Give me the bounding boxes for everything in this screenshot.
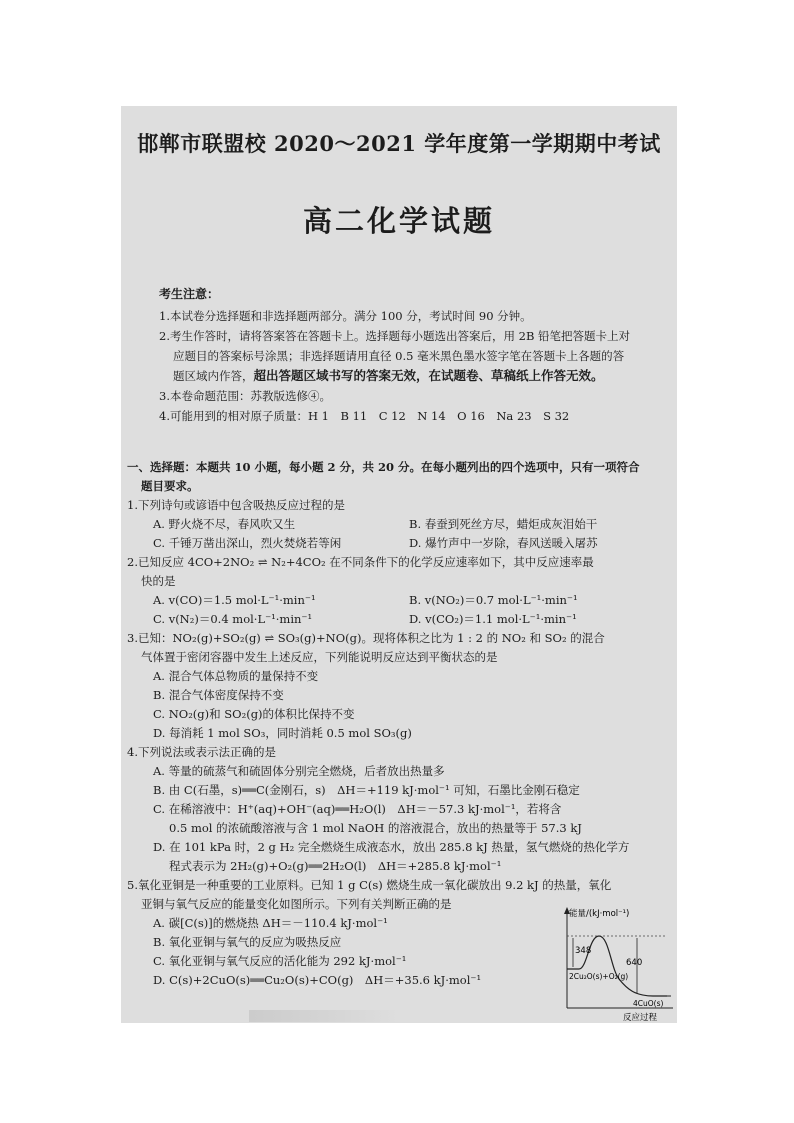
notice-item-2-cont-2: 题区域内作答，超出答题区域书写的答案无效，在试题卷、草稿纸上作答无效。 bbox=[173, 368, 604, 383]
question-2-option-a: A. v(CO)＝1.5 mol·L⁻¹·min⁻¹ bbox=[153, 593, 316, 607]
notice-heading: 考生注意： bbox=[159, 287, 220, 301]
section-heading: 一、选择题：本题共 10 小题，每小题 2 分，共 20 分。在每小题列出的四个选项中，只有一项符合 题目要求。 bbox=[127, 460, 640, 493]
question-4-option-b: B. 由 C(石墨，s)══C(金刚石，s) ΔH＝+119 kJ·mol⁻¹ 可知，石墨比金刚石稳定 bbox=[153, 783, 580, 797]
question-5-option-b: B. 氧化亚铜与氧气的反应为吸热反应 bbox=[153, 935, 342, 949]
energy-diagram bbox=[553, 904, 677, 1023]
question-4-option-a: A. 等量的硫蒸气和硫固体分别完全燃烧，后者放出热量多 bbox=[153, 764, 445, 778]
question-4-option-c-cont: 0.5 mol 的浓硫酸溶液与含 1 mol NaOH 的溶液混合，放出的热量等于 57.3 kJ bbox=[169, 821, 582, 835]
question-3-option-a: A. 混合气体总物质的量保持不变 bbox=[153, 669, 319, 683]
question-4-option-d-cont: 程式表示为 2H₂(g)+O₂(g)══2H₂O(l) ΔH＝+285.8 kJ·mol⁻¹ bbox=[169, 859, 502, 873]
question-2-stem: 2.已知反应 4CO+2NO₂ ⇌ N₂+4CO₂ 在不同条件下的化学反应速率如下，其中反应速率最 bbox=[127, 555, 594, 569]
exam-title: 邯郸市联盟校 2020～2021 学年度第一学期期中考试 bbox=[137, 131, 661, 156]
product-label: 4CuO(s) bbox=[633, 999, 664, 1008]
exam-subject-title: 高二化学试题 bbox=[302, 204, 495, 238]
energy-axis-label: 能量/(kJ·mol⁻¹) bbox=[569, 909, 630, 919]
question-4-stem: 4.下列说法或表示法正确的是 bbox=[127, 745, 276, 759]
notice-item-3: 3.本卷命题范围：苏教版选修④。 bbox=[159, 389, 331, 403]
reactant-label: 2Cu₂O(s)+O₂(g) bbox=[569, 972, 629, 981]
reaction-progress-label: 反应过程 bbox=[623, 1013, 658, 1023]
question-5-stem-cont: 亚铜与氧气反应的能量变化如图所示。下列有关判断正确的是 bbox=[141, 897, 452, 911]
question-2-stem-cont: 快的是 bbox=[141, 574, 176, 588]
question-5-option-a: A. 碳[C(s)]的燃烧热 ΔH＝－110.4 kJ·mol⁻¹ bbox=[153, 916, 388, 930]
page-footer-smudge bbox=[249, 1010, 399, 1022]
question-1-option-a: A. 野火烧不尽，春风吹又生 bbox=[153, 517, 296, 531]
question-3 bbox=[127, 629, 663, 743]
question-5-option-d: D. C(s)+2CuO(s)══Cu₂O(s)+CO(g) ΔH＝+35.6 kJ·mol⁻¹ bbox=[153, 973, 482, 987]
question-2-option-d: D. v(CO₂)＝1.1 mol·L⁻¹·min⁻¹ bbox=[409, 612, 577, 626]
question-2 bbox=[127, 553, 663, 629]
question-3-option-d: D. 每消耗 1 mol SO₃，同时消耗 0.5 mol SO₃(g) bbox=[153, 726, 412, 740]
activation-energy-label: 348 bbox=[575, 946, 592, 956]
question-5-option-c: C. 氧化亚铜与氧气反应的活化能为 292 kJ·mol⁻¹ bbox=[153, 954, 407, 968]
question-1-stem: 1.下列诗句或谚语中包含吸热反应过程的是 bbox=[127, 498, 345, 512]
question-3-stem-cont: 气体置于密闭容器中发生上述反应，下列能说明反应达到平衡状态的是 bbox=[141, 650, 498, 664]
question-4-option-d: D. 在 101 kPa 时，2 g H₂ 完全燃烧生成液态水，放出 285.8 kJ 热量，氢气燃烧的热化学方 bbox=[153, 840, 630, 854]
notice-item-2-cont: 应题目的答案标号涂黑；非选择题请用直径 0.5 毫米黑色墨水签字笔在答题卡上各题的答 bbox=[173, 349, 625, 363]
question-4-option-c: C. 在稀溶液中：H⁺(aq)+OH⁻(aq)══H₂O(l) ΔH＝－57.3 kJ·mol⁻¹，若将含 bbox=[153, 802, 562, 816]
question-5-stem: 5.氧化亚铜是一种重要的工业原料。已知 1 g C(s) 燃烧生成一氧化碳放出 9.2 kJ 的热量，氧化 bbox=[127, 878, 612, 892]
notice-item-1: 1.本试卷分选择题和非选择题两部分。满分 100 分，考试时间 90 分钟。 bbox=[159, 309, 532, 323]
question-1-option-d: D. 爆竹声中一岁除，春风送暖入屠苏 bbox=[409, 536, 598, 550]
candidate-notice bbox=[159, 284, 659, 426]
question-3-option-c: C. NO₂(g)和 SO₂(g)的体积比保持不变 bbox=[153, 707, 355, 721]
question-2-option-c: C. v(N₂)＝0.4 mol·L⁻¹·min⁻¹ bbox=[153, 612, 313, 626]
notice-item-4: 4.可能用到的相对原子质量：H 1 B 11 C 12 N 14 O 16 Na 23 S 32 bbox=[159, 409, 570, 423]
notice-warning: 超出答题区域书写的答案无效，在试题卷、草稿纸上作答无效。 bbox=[253, 368, 604, 383]
question-2-option-b: B. v(NO₂)＝0.7 mol·L⁻¹·min⁻¹ bbox=[409, 593, 578, 607]
question-3-stem: 3.已知：NO₂(g)+SO₂(g) ⇌ SO₃(g)+NO(g)。现将体积之比为 1 : 2 的 NO₂ 和 SO₂ 的混合 bbox=[127, 631, 605, 645]
enthalpy-change-label: 640 bbox=[626, 958, 643, 968]
energy-curve bbox=[567, 936, 667, 996]
question-4 bbox=[127, 743, 663, 876]
question-1 bbox=[127, 496, 663, 553]
question-1-option-b: B. 春蚕到死丝方尽，蜡炬成灰泪始干 bbox=[409, 517, 598, 531]
question-1-option-c: C. 千锤万凿出深山，烈火焚烧若等闲 bbox=[153, 536, 342, 550]
notice-item-2: 2.考生作答时，请将答案答在答题卡上。选择题每小题选出答案后，用 2B 铅笔把答题卡上对 bbox=[159, 329, 631, 343]
exam-paper bbox=[121, 106, 677, 1023]
question-3-option-b: B. 混合气体密度保持不变 bbox=[153, 688, 284, 702]
